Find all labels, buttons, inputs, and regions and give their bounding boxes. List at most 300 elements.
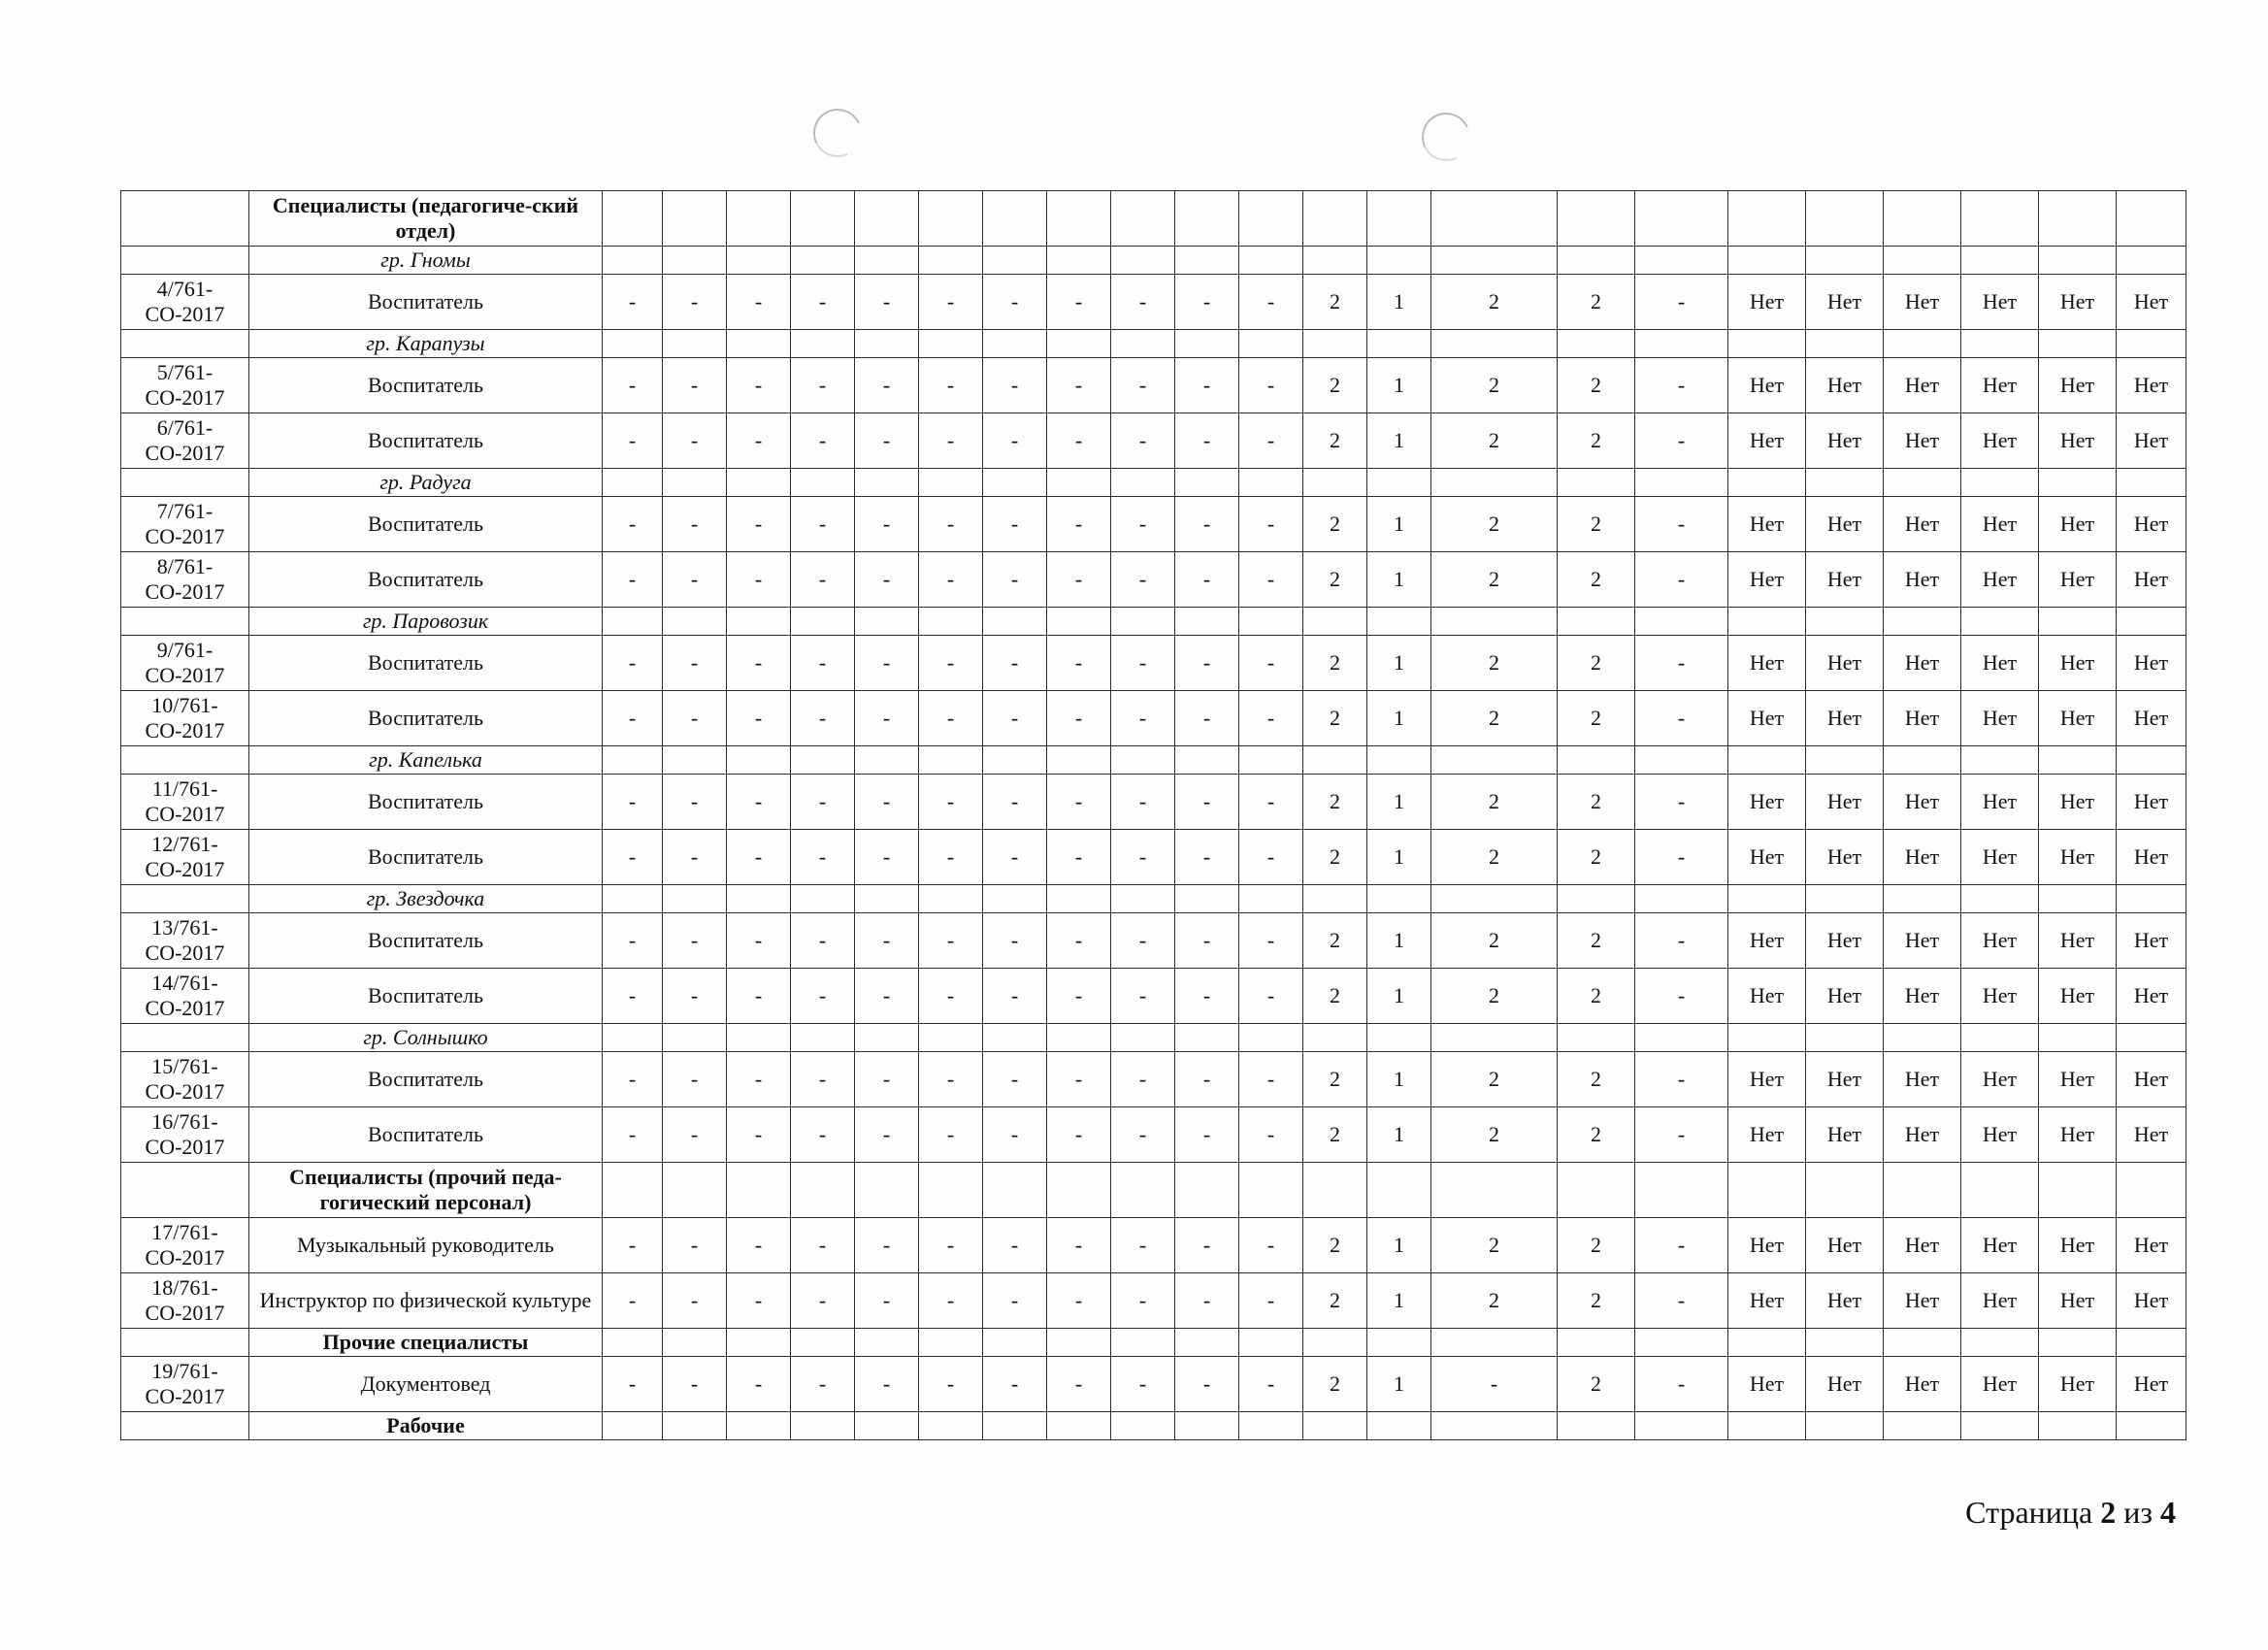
value-cell: - <box>1239 969 1303 1024</box>
empty-cell <box>919 746 983 775</box>
value-cell: Нет <box>1728 358 1806 413</box>
value-cell: 1 <box>1367 1273 1431 1329</box>
value-cell: Нет <box>1961 1273 2039 1329</box>
empty-cell <box>1175 191 1239 247</box>
value-cell: Нет <box>1961 775 2039 830</box>
value-cell: - <box>791 913 855 969</box>
value-cell: Нет <box>2039 775 2117 830</box>
value-cell: - <box>727 1107 791 1163</box>
value-cell: - <box>727 275 791 330</box>
empty-cell <box>855 247 919 275</box>
table-row <box>121 691 2186 746</box>
value-cell: - <box>983 413 1047 469</box>
empty-cell <box>1961 330 2039 358</box>
value-cell: - <box>1635 1218 1728 1273</box>
value-cell: - <box>603 1273 663 1329</box>
empty-cell <box>1047 746 1111 775</box>
empty-cell <box>1431 608 1558 636</box>
empty-cell <box>1111 330 1175 358</box>
page-of-label: из <box>2123 1495 2153 1530</box>
value-cell: - <box>727 1052 791 1107</box>
value-cell: - <box>791 830 855 885</box>
value-cell: Нет <box>1728 1357 1806 1412</box>
empty-cell <box>1806 469 1884 497</box>
value-cell: - <box>727 552 791 608</box>
empty-cell <box>791 746 855 775</box>
workplace-code-cell: 17/761-СО-2017 <box>121 1218 249 1273</box>
value-cell: Нет <box>2039 913 2117 969</box>
value-cell: Нет <box>1806 497 1884 552</box>
value-cell: - <box>663 1218 727 1273</box>
empty-cell <box>1303 1163 1367 1218</box>
empty-cell <box>1806 1024 1884 1052</box>
empty-cell <box>121 1024 249 1052</box>
value-cell: 2 <box>1431 1052 1558 1107</box>
value-cell: Нет <box>2039 1218 2117 1273</box>
value-cell: - <box>791 413 855 469</box>
value-cell: Нет <box>1728 1107 1806 1163</box>
value-cell: - <box>855 830 919 885</box>
value-cell: 1 <box>1367 1218 1431 1273</box>
empty-cell <box>1047 1329 1111 1357</box>
value-cell: 2 <box>1303 1107 1367 1163</box>
empty-cell <box>1047 1412 1111 1440</box>
value-cell: 1 <box>1367 413 1431 469</box>
value-cell: Нет <box>1806 358 1884 413</box>
value-cell: - <box>1239 830 1303 885</box>
empty-cell <box>603 608 663 636</box>
value-cell: - <box>663 969 727 1024</box>
value-cell: - <box>1111 830 1175 885</box>
empty-cell <box>2117 1412 2186 1440</box>
value-cell: - <box>603 1218 663 1273</box>
empty-cell <box>1558 608 1635 636</box>
table-row <box>121 913 2186 969</box>
workplace-code-cell: 10/761-СО-2017 <box>121 691 249 746</box>
table-row <box>121 1218 2186 1273</box>
value-cell: Нет <box>2117 691 2186 746</box>
empty-cell <box>1884 608 1961 636</box>
value-cell: 2 <box>1558 830 1635 885</box>
value-cell: - <box>727 1357 791 1412</box>
empty-cell <box>1111 247 1175 275</box>
value-cell: - <box>983 1273 1047 1329</box>
empty-cell <box>983 247 1047 275</box>
value-cell: - <box>1111 691 1175 746</box>
value-cell: - <box>1175 275 1239 330</box>
empty-cell <box>1431 1329 1558 1357</box>
value-cell: Нет <box>1884 1218 1961 1273</box>
empty-cell <box>1175 1163 1239 1218</box>
value-cell: - <box>1047 1357 1111 1412</box>
value-cell: Нет <box>2039 969 2117 1024</box>
empty-cell <box>1558 1412 1635 1440</box>
empty-cell <box>919 885 983 913</box>
table-row <box>121 1273 2186 1329</box>
value-cell: Нет <box>2117 1357 2186 1412</box>
value-cell: 2 <box>1303 691 1367 746</box>
empty-cell <box>1884 1024 1961 1052</box>
empty-cell <box>603 746 663 775</box>
value-cell: - <box>603 913 663 969</box>
workplace-code-cell: 18/761-СО-2017 <box>121 1273 249 1329</box>
workplace-code-cell: 5/761-СО-2017 <box>121 358 249 413</box>
value-cell: - <box>919 636 983 691</box>
value-cell: - <box>791 1273 855 1329</box>
workplace-code-cell: 14/761-СО-2017 <box>121 969 249 1024</box>
value-cell: - <box>1047 1052 1111 1107</box>
empty-cell <box>1111 191 1175 247</box>
value-cell: - <box>1175 1218 1239 1273</box>
empty-cell <box>2117 1024 2186 1052</box>
empty-cell <box>727 247 791 275</box>
value-cell: Нет <box>1728 636 1806 691</box>
value-cell: - <box>1047 358 1111 413</box>
empty-cell <box>791 469 855 497</box>
empty-cell <box>1635 1163 1728 1218</box>
value-cell: Нет <box>1728 913 1806 969</box>
value-cell: 1 <box>1367 497 1431 552</box>
value-cell: - <box>727 358 791 413</box>
empty-cell <box>1806 247 1884 275</box>
empty-cell <box>1558 885 1635 913</box>
empty-cell <box>1806 1329 1884 1357</box>
value-cell: - <box>919 1218 983 1273</box>
value-cell: - <box>855 1218 919 1273</box>
empty-cell <box>121 330 249 358</box>
value-cell: - <box>855 969 919 1024</box>
empty-cell <box>1239 885 1303 913</box>
value-cell: - <box>791 1357 855 1412</box>
empty-cell <box>2039 191 2117 247</box>
value-cell: - <box>727 969 791 1024</box>
value-cell: Нет <box>1961 497 2039 552</box>
value-cell: - <box>1175 636 1239 691</box>
value-cell: Нет <box>2117 830 2186 885</box>
empty-cell <box>1111 1329 1175 1357</box>
empty-cell <box>1367 1412 1431 1440</box>
empty-cell <box>2117 885 2186 913</box>
empty-cell <box>663 1412 727 1440</box>
table-row <box>121 1052 2186 1107</box>
empty-cell <box>1884 247 1961 275</box>
value-cell: - <box>603 275 663 330</box>
empty-cell <box>1175 1412 1239 1440</box>
value-cell: - <box>663 497 727 552</box>
value-cell: 2 <box>1431 358 1558 413</box>
value-cell: 2 <box>1431 1273 1558 1329</box>
empty-cell <box>1884 469 1961 497</box>
empty-cell <box>1175 1329 1239 1357</box>
empty-cell <box>1367 885 1431 913</box>
value-cell: - <box>1111 552 1175 608</box>
value-cell: Нет <box>1884 775 1961 830</box>
workplace-code-cell: 6/761-СО-2017 <box>121 413 249 469</box>
empty-cell <box>1884 1412 1961 1440</box>
value-cell: 2 <box>1303 1052 1367 1107</box>
value-cell: Нет <box>1961 552 2039 608</box>
empty-cell <box>603 469 663 497</box>
value-cell: - <box>727 497 791 552</box>
value-cell: 2 <box>1303 413 1367 469</box>
empty-cell <box>727 330 791 358</box>
value-cell: - <box>1239 275 1303 330</box>
value-cell: Нет <box>1884 830 1961 885</box>
empty-cell <box>1239 746 1303 775</box>
value-cell: - <box>1635 552 1728 608</box>
value-cell: - <box>919 969 983 1024</box>
value-cell: - <box>983 775 1047 830</box>
empty-cell <box>983 746 1047 775</box>
value-cell: 2 <box>1303 358 1367 413</box>
value-cell: Нет <box>1961 830 2039 885</box>
value-cell: - <box>919 913 983 969</box>
value-cell: Нет <box>2117 969 2186 1024</box>
empty-cell <box>1961 885 2039 913</box>
value-cell: Нет <box>1884 969 1961 1024</box>
empty-cell <box>1728 330 1806 358</box>
value-cell: Нет <box>2039 497 2117 552</box>
empty-cell <box>855 1163 919 1218</box>
empty-cell <box>919 1412 983 1440</box>
value-cell: - <box>983 497 1047 552</box>
value-cell: - <box>855 497 919 552</box>
empty-cell <box>1806 885 1884 913</box>
value-cell: - <box>983 1052 1047 1107</box>
value-cell: - <box>919 1357 983 1412</box>
workplace-code-cell: 19/761-СО-2017 <box>121 1357 249 1412</box>
empty-cell <box>855 469 919 497</box>
empty-cell <box>1728 1024 1806 1052</box>
empty-cell <box>1111 1412 1175 1440</box>
empty-cell <box>1635 885 1728 913</box>
position-cell: Воспитатель <box>249 552 603 608</box>
value-cell: 2 <box>1303 275 1367 330</box>
value-cell: 2 <box>1558 969 1635 1024</box>
workplace-code-cell: 12/761-СО-2017 <box>121 830 249 885</box>
empty-cell <box>2117 1163 2186 1218</box>
empty-cell <box>603 1412 663 1440</box>
page-label: Страница <box>1965 1495 2093 1530</box>
empty-cell <box>1728 608 1806 636</box>
value-cell: - <box>603 775 663 830</box>
value-cell: - <box>603 413 663 469</box>
empty-cell <box>1047 247 1111 275</box>
value-cell: - <box>1047 1107 1111 1163</box>
value-cell: - <box>1635 775 1728 830</box>
value-cell: Нет <box>1806 913 1884 969</box>
empty-cell <box>1367 330 1431 358</box>
empty-cell <box>1431 746 1558 775</box>
value-cell: - <box>855 275 919 330</box>
empty-cell <box>663 1024 727 1052</box>
table-row <box>121 636 2186 691</box>
group-label: гр. Звездочка <box>249 885 603 913</box>
empty-cell <box>2039 885 2117 913</box>
value-cell: 2 <box>1558 775 1635 830</box>
value-cell: 2 <box>1303 913 1367 969</box>
value-cell: Нет <box>1806 1273 1884 1329</box>
value-cell: - <box>983 636 1047 691</box>
empty-cell <box>1728 191 1806 247</box>
empty-cell <box>663 1163 727 1218</box>
value-cell: Нет <box>2039 413 2117 469</box>
value-cell: 1 <box>1367 552 1431 608</box>
group-row <box>121 469 2186 497</box>
value-cell: - <box>727 830 791 885</box>
value-cell: - <box>919 358 983 413</box>
value-cell: Нет <box>1806 969 1884 1024</box>
value-cell: - <box>727 636 791 691</box>
value-cell: - <box>1635 1052 1728 1107</box>
value-cell: - <box>983 969 1047 1024</box>
empty-cell <box>727 1163 791 1218</box>
position-cell: Воспитатель <box>249 775 603 830</box>
value-cell: - <box>663 1107 727 1163</box>
empty-cell <box>1806 1412 1884 1440</box>
table-row <box>121 830 2186 885</box>
empty-cell <box>1961 191 2039 247</box>
group-row <box>121 330 2186 358</box>
value-cell: - <box>1239 1357 1303 1412</box>
value-cell: - <box>983 1107 1047 1163</box>
group-row <box>121 885 2186 913</box>
value-cell: - <box>919 691 983 746</box>
empty-cell <box>983 1412 1047 1440</box>
value-cell: Нет <box>1961 275 2039 330</box>
empty-cell <box>1806 746 1884 775</box>
empty-cell <box>1728 247 1806 275</box>
value-cell: - <box>663 552 727 608</box>
value-cell: Нет <box>1961 636 2039 691</box>
value-cell: 1 <box>1367 636 1431 691</box>
empty-cell <box>1728 469 1806 497</box>
value-cell: 2 <box>1558 1107 1635 1163</box>
value-cell: - <box>1175 913 1239 969</box>
empty-cell <box>1806 330 1884 358</box>
value-cell: - <box>727 1218 791 1273</box>
empty-cell <box>1884 1329 1961 1357</box>
empty-cell <box>919 1329 983 1357</box>
empty-cell <box>1728 1329 1806 1357</box>
value-cell: Нет <box>2039 830 2117 885</box>
value-cell: - <box>791 691 855 746</box>
empty-cell <box>1303 1024 1367 1052</box>
empty-cell <box>727 746 791 775</box>
empty-cell <box>1558 191 1635 247</box>
table-row <box>121 413 2186 469</box>
value-cell: - <box>1239 1218 1303 1273</box>
value-cell: - <box>663 830 727 885</box>
position-cell: Воспитатель <box>249 830 603 885</box>
value-cell: - <box>1175 358 1239 413</box>
value-cell: - <box>791 497 855 552</box>
value-cell: Нет <box>1961 1107 2039 1163</box>
empty-cell <box>1239 330 1303 358</box>
empty-cell <box>1431 1163 1558 1218</box>
value-cell: - <box>919 1107 983 1163</box>
value-cell: 2 <box>1431 1107 1558 1163</box>
value-cell: 2 <box>1303 969 1367 1024</box>
value-cell: 2 <box>1558 552 1635 608</box>
value-cell: Нет <box>2117 552 2186 608</box>
value-cell: 2 <box>1558 358 1635 413</box>
value-cell: - <box>1635 275 1728 330</box>
empty-cell <box>1303 247 1367 275</box>
value-cell: 2 <box>1431 830 1558 885</box>
section-row <box>121 1412 2186 1440</box>
empty-cell <box>1961 1024 2039 1052</box>
value-cell: - <box>855 552 919 608</box>
empty-cell <box>1635 1024 1728 1052</box>
value-cell: - <box>603 691 663 746</box>
value-cell: - <box>1047 830 1111 885</box>
position-cell: Воспитатель <box>249 913 603 969</box>
empty-cell <box>983 1024 1047 1052</box>
empty-cell <box>1558 330 1635 358</box>
empty-cell <box>1175 885 1239 913</box>
empty-cell <box>727 1412 791 1440</box>
value-cell: 1 <box>1367 275 1431 330</box>
workplace-code-cell: 8/761-СО-2017 <box>121 552 249 608</box>
empty-cell <box>983 1329 1047 1357</box>
empty-cell <box>1961 1329 2039 1357</box>
value-cell: - <box>983 358 1047 413</box>
value-cell: Нет <box>1806 1052 1884 1107</box>
value-cell: Нет <box>1728 413 1806 469</box>
empty-cell <box>1239 608 1303 636</box>
value-cell: 2 <box>1558 913 1635 969</box>
empty-cell <box>1111 885 1175 913</box>
value-cell: Нет <box>1884 413 1961 469</box>
position-cell: Воспитатель <box>249 636 603 691</box>
position-cell: Воспитатель <box>249 1052 603 1107</box>
value-cell: Нет <box>1728 552 1806 608</box>
empty-cell <box>983 1163 1047 1218</box>
value-cell: Нет <box>2117 413 2186 469</box>
table-row <box>121 275 2186 330</box>
position-cell: Воспитатель <box>249 691 603 746</box>
position-cell: Воспитатель <box>249 275 603 330</box>
empty-cell <box>663 469 727 497</box>
value-cell: Нет <box>1728 969 1806 1024</box>
value-cell: - <box>727 1273 791 1329</box>
value-cell: Нет <box>1884 691 1961 746</box>
value-cell: - <box>855 1273 919 1329</box>
empty-cell <box>1303 330 1367 358</box>
value-cell: - <box>919 275 983 330</box>
empty-cell <box>1961 1163 2039 1218</box>
empty-cell <box>855 1412 919 1440</box>
value-cell: 2 <box>1431 636 1558 691</box>
empty-cell <box>121 608 249 636</box>
position-cell: Музыкальный руководитель <box>249 1218 603 1273</box>
empty-cell <box>1175 247 1239 275</box>
value-cell: - <box>855 1357 919 1412</box>
value-cell: Нет <box>2117 1273 2186 1329</box>
value-cell: - <box>1111 358 1175 413</box>
value-cell: - <box>663 913 727 969</box>
empty-cell <box>1431 1024 1558 1052</box>
empty-cell <box>727 1024 791 1052</box>
value-cell: - <box>1635 691 1728 746</box>
workplace-code-cell: 7/761-СО-2017 <box>121 497 249 552</box>
empty-cell <box>1047 330 1111 358</box>
group-label: гр. Паровозик <box>249 608 603 636</box>
value-cell: - <box>1047 913 1111 969</box>
empty-cell <box>1635 191 1728 247</box>
value-cell: - <box>855 636 919 691</box>
